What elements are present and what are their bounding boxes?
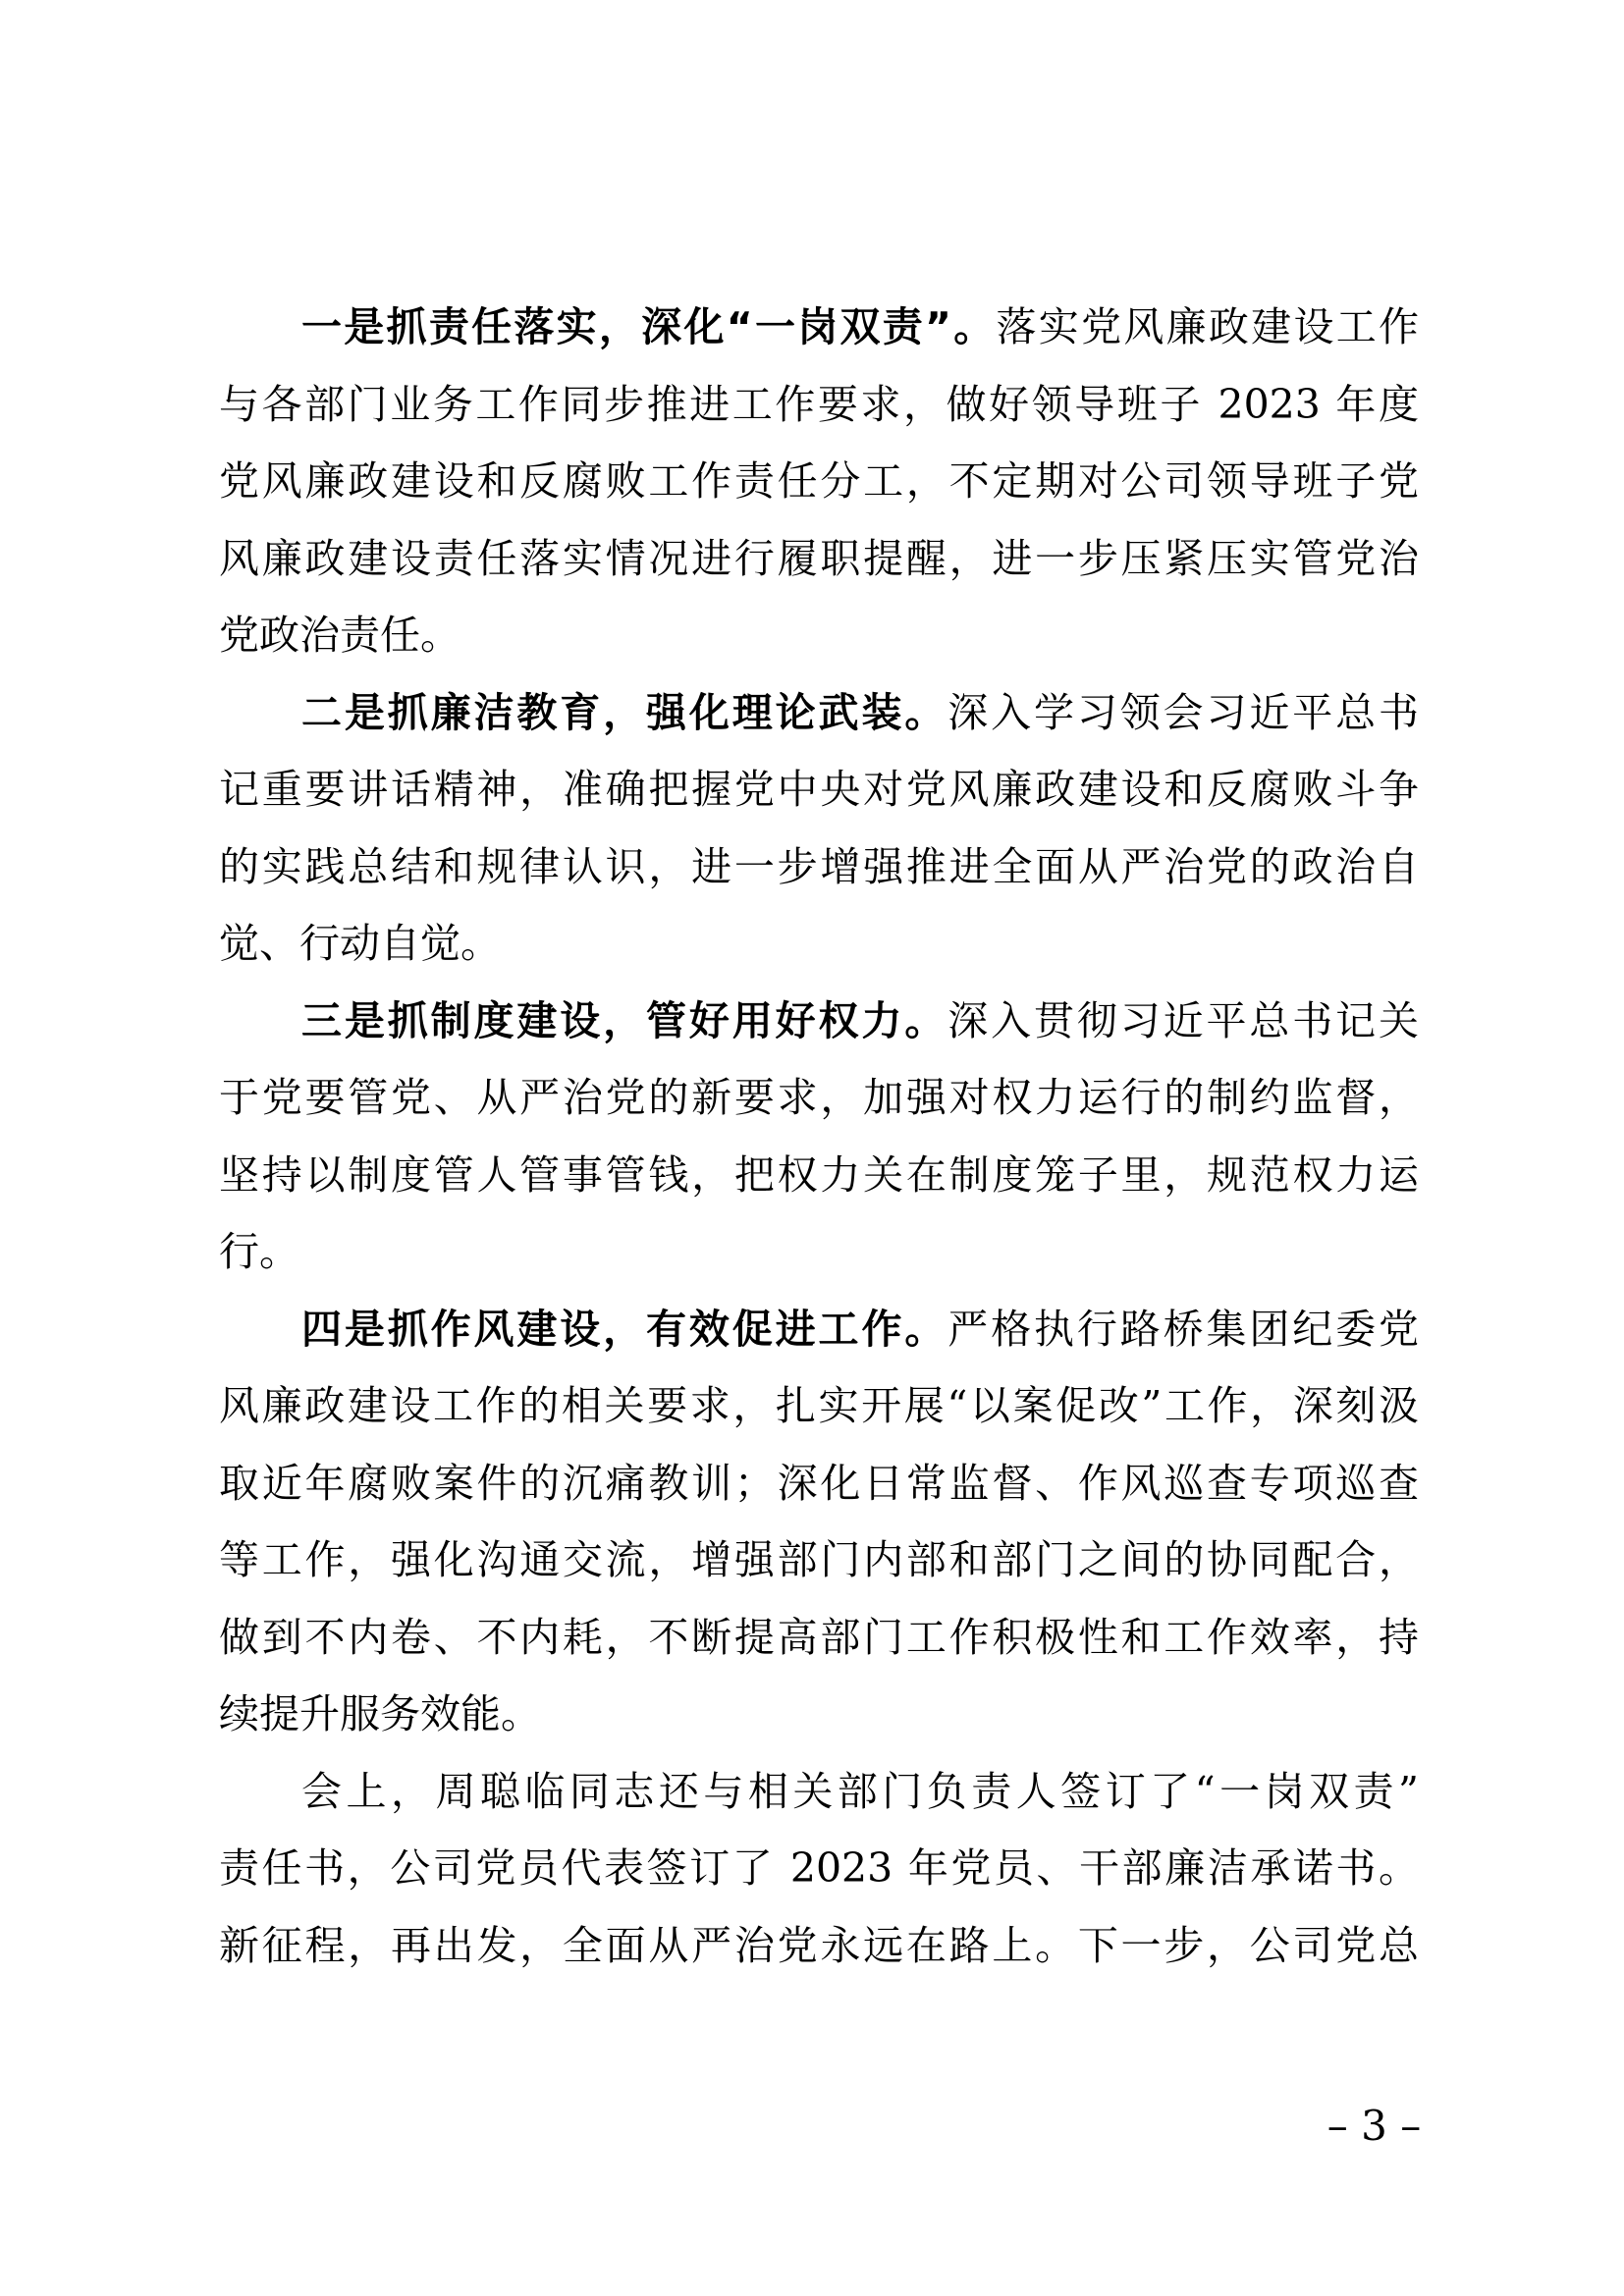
line-text: 记重要讲话精神，准确把握党中央对党风廉政建设和反腐败斗争 — [219, 766, 1419, 813]
line-text: 风廉政建设工作的相关要求，扎实开展“以案促改”工作，深刻汲 — [219, 1382, 1419, 1429]
page-number: – 3 – — [1326, 2102, 1422, 2150]
line-text: 于党要管党、从严治党的新要求，加强对权力运行的制约监督， — [219, 1074, 1419, 1121]
body-line — [219, 751, 1419, 828]
line-text: 坚持以制度管人管事管钱，把权力关在制度笼子里，规范权力运 — [219, 1150, 1419, 1199]
document-body — [219, 289, 1419, 1984]
body-line — [219, 1445, 1419, 1522]
line-text: 责任书，公司党员代表签订了 2023 年党员、干部廉洁承诺书。 — [219, 1844, 1419, 1892]
line-text: 深入学习领会习近平总书 — [947, 688, 1419, 736]
body-line — [219, 1059, 1419, 1137]
line-text: 做到不内卷、不内耗，不断提高部门工作积极性和工作效率，持 — [219, 1613, 1419, 1661]
body-line — [219, 366, 1419, 444]
body-line — [219, 289, 1419, 366]
line-text: 会上，周聪临同志还与相关部门负责人签订了“一岗双责” — [301, 1767, 1419, 1815]
body-line — [219, 1522, 1419, 1599]
line-text: 党风廉政建设和反腐败工作责任分工，不定期对公司领导班子党 — [219, 457, 1419, 505]
lead-in-emphasis: 三是抓制度建设，管好用好权力。 — [301, 996, 948, 1044]
lead-in-emphasis: 一是抓责任落实，深化“一岗双责”。 — [301, 303, 997, 350]
body-line — [219, 1753, 1419, 1831]
body-line — [219, 1907, 1419, 1985]
line-text: 风廉政建设责任落实情况进行履职提醒，进一步压紧压实管党治 — [219, 534, 1419, 582]
body-line — [219, 520, 1419, 598]
line-text: 觉、行动自觉。 — [219, 920, 501, 967]
body-line — [219, 597, 1419, 674]
body-line — [219, 674, 1419, 752]
line-text: 新征程，再出发，全面从严治党永远在路上。下一步，公司党总 — [219, 1921, 1419, 1969]
line-text: 续提升服务效能。 — [219, 1690, 541, 1737]
line-text: 等工作，强化沟通交流，增强部门内部和部门之间的协同配合， — [219, 1536, 1419, 1583]
body-line — [219, 1137, 1419, 1214]
body-line — [219, 1367, 1419, 1445]
lead-in-emphasis: 二是抓廉洁教育，强化理论武装。 — [301, 688, 948, 736]
body-line — [219, 443, 1419, 520]
line-text: 落实党风廉政建设工作 — [996, 303, 1419, 350]
body-line — [219, 1213, 1419, 1291]
lead-in-emphasis: 四是抓作风建设，有效促进工作。 — [301, 1305, 948, 1353]
body-line — [219, 1830, 1419, 1907]
line-text: 的实践总结和规律认识，进一步增强推进全面从严治党的政治自 — [219, 842, 1419, 890]
body-line — [219, 1676, 1419, 1753]
line-text: 党政治责任。 — [219, 612, 460, 659]
body-line — [219, 905, 1419, 983]
body-line — [219, 1599, 1419, 1677]
line-text: 行。 — [219, 1228, 299, 1275]
line-text: 严格执行路桥集团纪委党 — [947, 1305, 1419, 1353]
line-text: 与各部门业务工作同步推进工作要求，做好领导班子 2023 年度 — [219, 380, 1419, 428]
line-text: 取近年腐败案件的沉痛教训；深化日常监督、作风巡查专项巡查 — [219, 1459, 1419, 1507]
line-text: 深入贯彻习近平总书记关 — [947, 996, 1419, 1044]
body-line — [219, 828, 1419, 906]
body-line — [219, 1291, 1419, 1368]
body-line — [219, 983, 1419, 1060]
